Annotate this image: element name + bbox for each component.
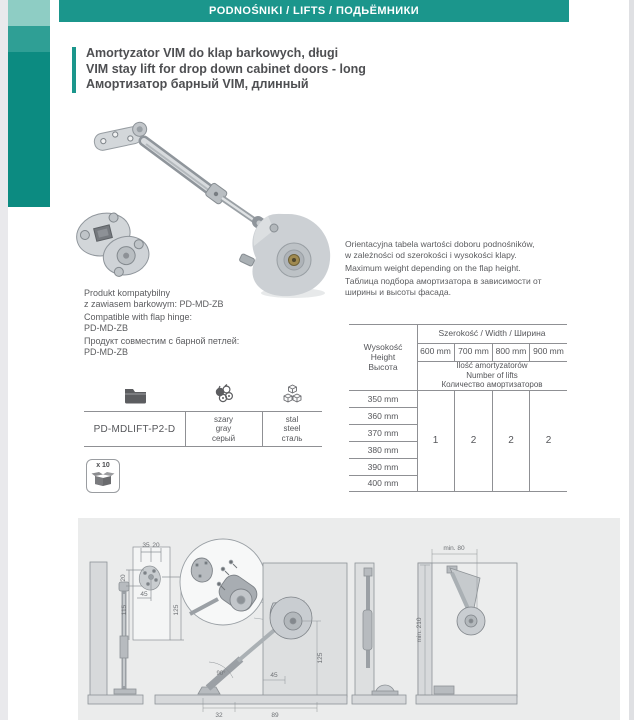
note-ru-1: Таблица подбора амортизатора в зависимости от bbox=[345, 276, 542, 286]
height-row-370: 370 mm bbox=[367, 427, 399, 438]
dim-45-plate: 45 bbox=[140, 591, 148, 598]
compatibility-block bbox=[84, 288, 239, 357]
product-title-block bbox=[86, 46, 366, 93]
product-title-ru: Амортизатор барный VIM, длинный bbox=[86, 77, 309, 91]
width-600-cell: 600 mm bbox=[420, 346, 451, 357]
color-ru: серый bbox=[211, 433, 236, 443]
left-margin-strip bbox=[0, 0, 8, 720]
cubes-icon bbox=[282, 384, 303, 405]
dim-45-open: 45 bbox=[270, 672, 278, 679]
compat-en-2: PD-MD-ZB bbox=[84, 322, 128, 333]
dim-min210: min. 210 bbox=[416, 617, 423, 643]
tab-marker-mid bbox=[8, 26, 50, 52]
mounting-plate bbox=[92, 121, 149, 152]
lifts-800-cell: 2 bbox=[508, 435, 514, 446]
compat-ru-1: Продукт совместим с барной петлей: bbox=[84, 336, 240, 346]
compat-pl-1: Produkt kompatybilny bbox=[84, 288, 171, 298]
height-header-cell bbox=[349, 324, 417, 390]
lifts-900-cell: 2 bbox=[545, 435, 552, 446]
dim-125-plate: 125 bbox=[173, 604, 180, 616]
color-en: gray bbox=[215, 424, 232, 434]
material-pl: stal bbox=[285, 414, 299, 424]
dim-89: 89 bbox=[271, 712, 279, 719]
height-row-390: 390 mm bbox=[367, 461, 399, 472]
selection-note-block bbox=[345, 239, 541, 298]
width-900-cell: 900 mm bbox=[533, 346, 564, 357]
dim-min80: min. 80 bbox=[443, 545, 465, 552]
category-header-bar bbox=[59, 0, 569, 22]
color-pl: szary bbox=[213, 414, 234, 424]
dim-angle: 90° bbox=[216, 671, 226, 677]
height-row-350: 350 mm bbox=[367, 393, 399, 404]
color-icon bbox=[213, 384, 234, 405]
note-en: Maximum weight depending on the flap height. bbox=[345, 263, 521, 273]
note-pl-2: w zależności od szerokości i wysokości klapy. bbox=[345, 250, 517, 260]
tab-marker-light bbox=[8, 0, 50, 26]
dim-20-top: 20 bbox=[152, 542, 160, 549]
dim-115: 115 bbox=[121, 604, 128, 616]
category-header-label: PODNOŚNIKI / LIFTS / ПОДЬЁМНИКИ bbox=[208, 5, 419, 17]
right-page-edge bbox=[629, 0, 634, 720]
product-title-en: VIM stay lift for drop down cabinet doors - long bbox=[86, 61, 366, 76]
qty-header-pl: Ilość amortyzatorów bbox=[456, 361, 528, 371]
dim-20-left: 20 bbox=[120, 574, 127, 582]
height-header-ru: Высота bbox=[368, 362, 398, 372]
qty-header-ru: Количество амортизаторов bbox=[441, 380, 543, 390]
height-header-en: Height bbox=[370, 352, 396, 362]
packaging-badge bbox=[86, 459, 120, 493]
dim-32: 32 bbox=[215, 712, 223, 719]
drawing-view-folded bbox=[416, 549, 517, 704]
height-row-380: 380 mm bbox=[367, 444, 399, 455]
height-row-400: 400 mm bbox=[367, 478, 399, 488]
carton-box-icon bbox=[91, 470, 115, 487]
lifts-700-cell: 2 bbox=[470, 435, 477, 446]
note-pl-1: Orientacyjna tabela wartości doboru podnośników, bbox=[345, 239, 535, 249]
width-700-cell: 700 mm bbox=[458, 346, 489, 357]
product-table bbox=[84, 411, 322, 447]
product-code-cell: PD-MDLIFT-P2-D bbox=[93, 423, 176, 435]
material-en: steel bbox=[283, 424, 301, 434]
product-color-cell bbox=[185, 411, 262, 447]
selection-table bbox=[349, 324, 567, 492]
compat-pl-2: z zawiasem barkowym: PD-MD-ZB bbox=[84, 298, 224, 309]
qty-header-cell bbox=[417, 361, 567, 390]
title-accent-bar bbox=[72, 47, 76, 93]
dim-35: 35 bbox=[142, 542, 150, 549]
material-ru: сталь bbox=[281, 433, 303, 443]
dim-125-open: 125 bbox=[317, 652, 324, 664]
compat-en-1: Compatible with flap hinge: bbox=[84, 312, 193, 322]
qty-header-en: Number of lifts bbox=[466, 370, 518, 380]
hinge-photo bbox=[76, 198, 154, 290]
folder-icon bbox=[124, 386, 147, 404]
packaging-qty-label: x 10 bbox=[96, 462, 110, 469]
tab-marker-dark bbox=[8, 52, 50, 207]
width-header-cell: Szerokość / Width / Ширина bbox=[438, 327, 546, 338]
width-800-cell: 800 mm bbox=[495, 346, 527, 357]
lifts-600-cell: 1 bbox=[432, 435, 439, 446]
height-row-360: 360 mm bbox=[367, 410, 399, 421]
note-ru-2: ширины и высоты фасада. bbox=[345, 287, 451, 297]
compat-ru-2: PD-MD-ZB bbox=[84, 346, 128, 357]
height-header-pl: Wysokość bbox=[363, 342, 403, 352]
product-material-cell bbox=[262, 411, 322, 447]
product-title-pl: Amortyzator VIM do klap barkowych, długi bbox=[86, 46, 339, 60]
technical-drawing bbox=[78, 518, 620, 720]
